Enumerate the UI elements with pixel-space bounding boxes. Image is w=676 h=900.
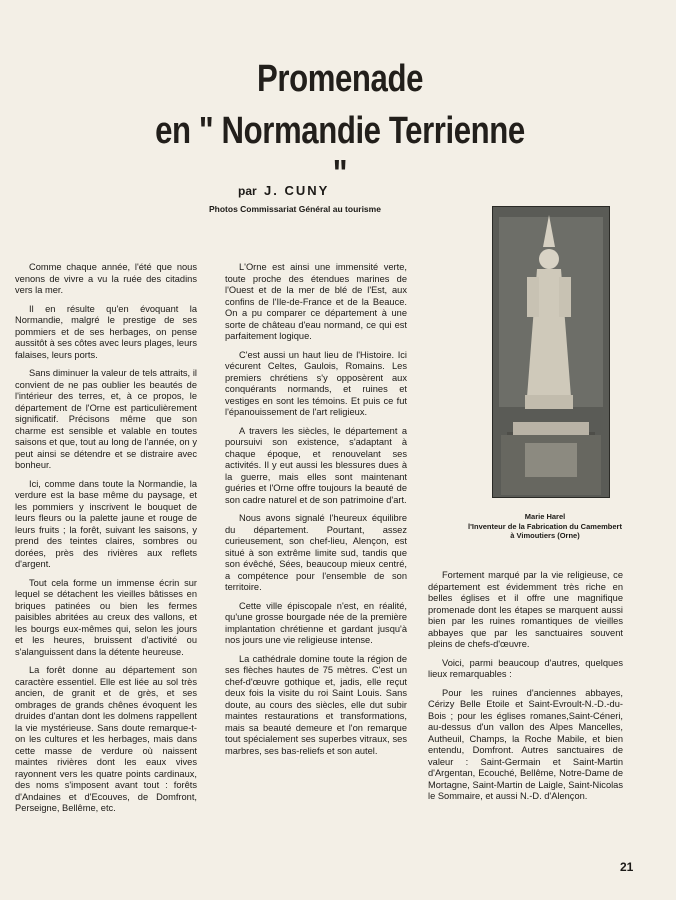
paragraph: Il en résulte qu'en évoquant la Normandie, malgré le prestige de ses pommiers et de ses herbages, on pense aussitôt à ses côtes avec leurs plages, leurs falaises, leurs ports.	[15, 303, 197, 360]
paragraph: La forêt donne au département son caractère essentiel. Elle est liée au sol très ancien, de granit et de grès, et ses ombrages de grands chênes évoquent les druides d'antan dont les dolmens rappellent la vie mystérieuse. Sans doute remarque-t-on les cultures et les herbages, mais dans cette masse de verdure où naissent maintes rivières dont les eaux vives rayonnent vers les quatre points cardinaux, des noms s'imposent avant tout : forêts d'Andaines et d'Ecouves, de Domfront, Perseigne, Bellême, etc.	[15, 665, 197, 813]
statue-photo	[492, 206, 610, 498]
paragraph: Pour les ruines d'anciennes abbayes, Cérizy Belle Etoile et Saint-Evroult-N.-D.-du-Bois ; pour les églises romanes,Saint-Céneri, au-dessus d'un vallon des Alpes Mancelles, Autheuil, Champs, la Roche Mabile, et bien entendu, Domfront. Autres sanctuaires de valeur : Saint-Germain et Saint-Martin d'Argentan, Ecouché, Bellême, Notre-Dame de Mortagne, Saint-Martin de Laigle, Saint-Nicolas le Sommaire, et aussi N.-D. d'Alençon.	[428, 687, 623, 801]
article-title-line2: en " Normandie Terrienne "	[155, 110, 525, 195]
paragraph: La cathédrale domine toute la région de ses flèches hautes de 75 mètres. C'est un chef-d'œuvre gothique et, jadis, elle reçut deux fois la visite du roi Saint Louis. Sans doute, au cours des siècles, elle dut subir maintes restaurations et transformations, mais sa beauté demeure et l'on remarque tout spécialement ses superbes vitraux, ses marbres, ses bas-reliefs et son autel.	[225, 653, 407, 756]
photo-credit: Photos Commissariat Général au tourisme	[209, 204, 381, 214]
article-title-line1: Promenade	[256, 58, 424, 100]
text-column-1	[15, 262, 197, 822]
byline-prefix: par	[238, 184, 257, 198]
photo-caption	[440, 512, 650, 541]
paragraph: Fortement marqué par la vie religieuse, ce département est évidemment très riche en belles églises et il offre une magnifique promenade dont les étapes se marquent aussi bien par les ruines romantiques de vieilles abbayes que par les sanctuaires souvent pleins de chefs-d'œuvre.	[428, 570, 623, 649]
paragraph: L'Orne est ainsi une immensité verte, toute proche des étendues marines de l'Ouest et de la mer de blé de l'Est, aux confins de l'Ile-de-France et de la Beauce. On a pu comparer ce département à une sorte de château d'eau normand, ce qui est parfaitement logique.	[225, 262, 407, 341]
paragraph: Tout cela forme un immense écrin sur lequel se détachent les vieilles bâtisses en briques patinées ou bien les fermes paisibles abritées au creux des vallons, et les bourgs eux-mêmes qui, selon les jours et les heures, bruissent d'activité ou s'alanguissent dans la détente heureuse.	[15, 577, 197, 657]
paragraph: Sans diminuer la valeur de tels attraits, il convient de ne pas oublier les beautés de l'intérieur des terres, et, à ce propos, le département de l'Orne est particulièrement significatif. Précisons même que son charme est sensible et valable en toutes saisons et que, tout au long de l'année, on y peut ainsi se détendre et se distraire avec bonheur.	[15, 368, 197, 470]
text-column-2	[225, 262, 407, 764]
text-column-3	[428, 570, 623, 810]
paragraph: Cette ville épiscopale n'est, en réalité, qu'une grosse bourgade née de la première implantation chrétienne et gardant jusqu'à nos jours une vie religieuse intense.	[225, 600, 407, 645]
statue-figure	[493, 207, 609, 497]
paragraph: C'est aussi un haut lieu de l'Histoire. Ici vécurent Celtes, Gaulois, Romains. Les premiers chrétiens s'y opposèrent aux conquérants normands, et ruines et vestiges en sont les témoins. Et puis ce fut l'épanouissement de l'art religieux.	[225, 349, 407, 417]
caption-line: l'Inventeur de la Fabrication du Camembert	[468, 521, 622, 531]
paragraph: Comme chaque année, l'été que nous venons de vivre a vu la ruée des citadins vers la mer.	[15, 262, 197, 295]
paragraph: A travers les siècles, le département a poursuivi son existence, s'adaptant à chaque époque, et renouvelant ses activités. Il y eut aussi les blessures dues à la guerre, mais elles sont maintenant guéries et l'Orne offre toujours la beauté de son cadre naturel et de son patrimoine d'art.	[225, 425, 407, 505]
paragraph: Ici, comme dans toute la Normandie, la verdure est la base même du paysage, et les pommiers y inscrivent le bouquet de leurs fleurs ou la palette jaune et rouge de leurs fruits ; la forêt, suivant les saisons, y prend des teintes claires, sombres ou dorées, près des rivières aux reflets d'argent.	[15, 478, 197, 569]
paragraph: Voici, parmi beaucoup d'autres, quelques lieux remarquables :	[428, 657, 623, 679]
caption-line: à Vimoutiers (Orne)	[510, 531, 580, 540]
page-number: 21	[620, 860, 634, 874]
caption-line: Marie Harel	[524, 512, 566, 521]
byline	[238, 183, 329, 198]
author-name: J. CUNY	[264, 183, 330, 198]
paragraph: Nous avons signalé l'heureux équilibre du département. Pourtant, assez curieusement, son chef-lieu, Alençon, est situé à son extrême limite sud, tandis que son évêché, Sées, beaucoup mieux centré, a compétence pour l'ensemble de son territoire.	[225, 513, 407, 592]
